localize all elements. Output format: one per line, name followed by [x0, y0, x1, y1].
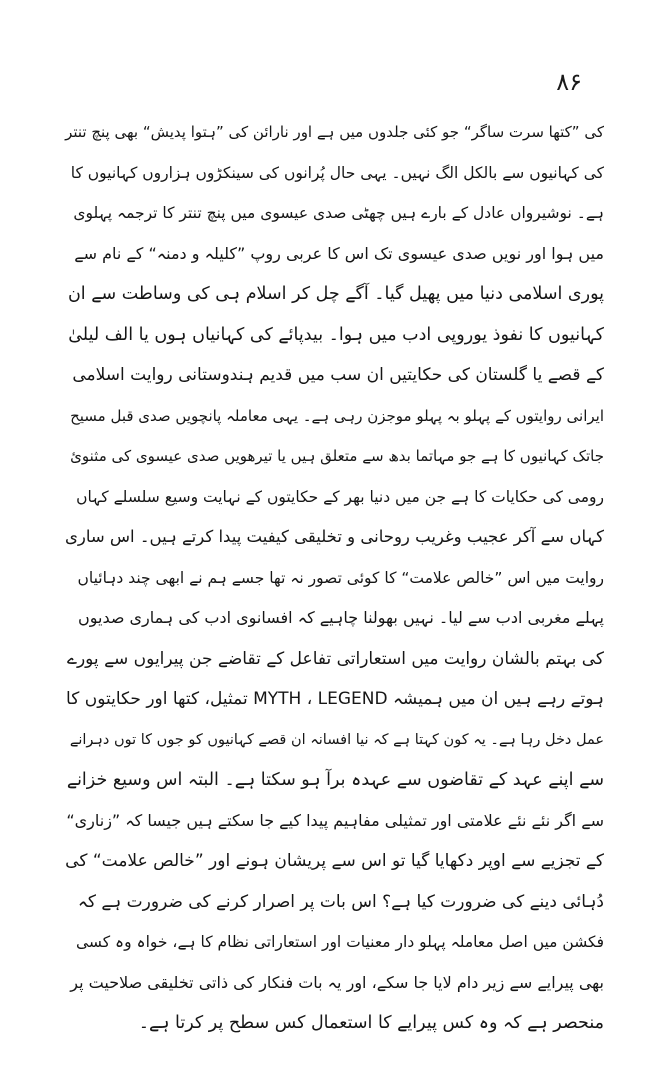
text-line: جاتک کہانیوں کا ہے جو مہاتما بدھ سے متعلق ہیں یا تیرھویں صدی عیسوی کی مثنویٔ	[70, 447, 604, 465]
text-line: روایت میں اس ”خالص علامت“ کا کوئی تصور نہ تھا جسے ہم نے ابھی چند دہائیاں	[77, 568, 604, 587]
text-line: کی ”کتھا سرت ساگر“ جو کئی جلدوں میں ہے اور نارائن کی ”ہتوا پدیش“ بھی پنچ تنتر	[65, 123, 604, 141]
text-line: پہلے مغربی ادب سے لیا۔ نہیں بھولنا چاہیے کہ افسانوی ادب کی ہماری صدیوں	[77, 608, 604, 627]
text-line: کے تجزیے سے اوپر دکھایا گیا تو اس سے پریشان ہونے اور ”خالص علامت“ کی	[65, 851, 604, 871]
text-line: کہانیوں کا نفوذ یوروپی ادب میں ہوا۔ بیدپائے کی کہانیاں ہوں یا الف لیلیٰ	[68, 324, 604, 345]
text-line: ایرانی روایتوں کے پہلو بہ پہلو موجزن رہی ہے۔ یہی معاملہ پانچویں صدی قبل مسیح	[70, 406, 604, 425]
text-line: سے اپنے عہد کے تقاضوں سے عہدہ برآ ہو سکتا ہے۔ البتہ اس وسیع خزانے	[66, 770, 604, 790]
text-line: رومی کی حکایات کا ہے جن میں دنیا بھر کے حکایتوں کے نہایت وسیع سلسلے کہاں	[76, 487, 604, 506]
text-line: کہاں سے آکر عجیب وغریب روحانی و تخلیقی کیفیت پیدا کرتے ہیں۔ اس ساری	[64, 527, 604, 546]
page-number: ۸۶	[556, 68, 582, 96]
text-line: کے قصے یا گلستان کی حکایتیں ان سب میں قدیم ہندوستانی روایت اسلامی	[72, 365, 604, 385]
text-line: عمل دخل رہا ہے۔ یہ کون کہتا ہے کہ نیا افسانہ ان قصے کہانیوں کو جوں کا توں دہرانے	[69, 731, 604, 748]
text-line: ہوتے رہے ہیں ان میں ہمیشہ MYTH ، LEGEND تمثیل، کتھا اور حکایتوں کا	[66, 689, 604, 709]
text-line: سے اگر نئے نئے علامتی اور تمثیلی مفاہیم پیدا کیے جا سکتے ہیں جیسا کہ ”زناری“	[66, 810, 604, 830]
text-line: پوری اسلامی دنیا میں پھیل گیا۔ آگے چل کر اسلام ہی کی وساطت سے ان	[67, 284, 604, 304]
text-line: منحصر ہے کہ وہ کس پیرایے کا استعمال کس سطح پر کرتا ہے۔	[138, 1013, 604, 1033]
text-line: کی بہتم بالشان روایت میں استعاراتی تفاعل کے تقاضے جن پیرایوں سے پورے	[66, 648, 604, 669]
text-line: کی کہانیوں سے بالکل الگ نہیں۔ یہی حال پُرانوں کی سینکڑوں ہزاروں کہانیوں کا	[70, 163, 604, 182]
text-line: بھی پیرایے سے زیر دام لایا جا سکے، اور یہ بات فنکار کی ذاتی تخلیقی صلاحیت پر	[70, 972, 604, 992]
text-line: ہے۔ نوشیرواں عادل کے بارے ہیں چھٹی صدی عیسوی میں پنچ تنتر کا ترجمہ پہلوی	[73, 204, 604, 222]
text-line: دُہائی دینے کی ضرورت کیا ہے؟ اس بات پر اصرار کرنے کی ضرورت ہے کہ	[77, 891, 604, 912]
text-line: میں ہوا اور نویں صدی عیسوی تک اس کا عربی روپ ”کلیلہ و دمنہ“ کے نام سے	[74, 243, 604, 263]
body-text	[64, 112, 604, 1044]
text-line: فکشن میں اصل معاملہ پہلو دار معنیات اور استعاراتی نظام کا ہے، خواہ وہ کسی	[75, 933, 604, 951]
